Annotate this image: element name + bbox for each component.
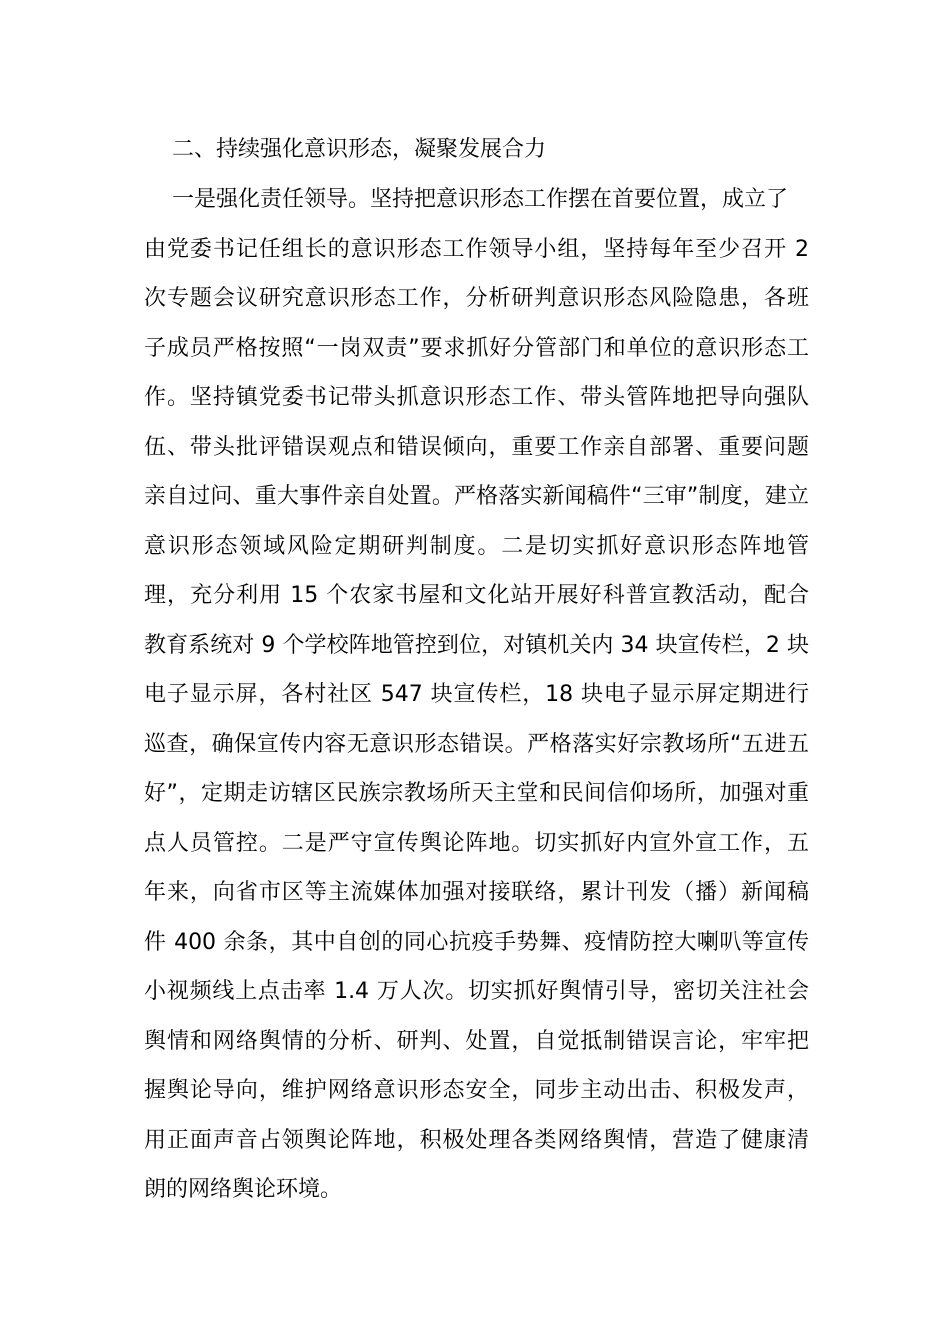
body-paragraph xyxy=(144,182,809,1222)
paragraph-line: 件 400 余条，其中自创的同心抗疫手势舞、疫情防控大喇叭等宣传 xyxy=(144,929,809,955)
paragraph-line: 年来，向省市区等主流媒体加强对接联络，累计刊发（播）新闻稿 xyxy=(144,880,809,905)
paragraph-line: 握舆论导向，维护网络意识形态安全，同步主动出击、积极发声， xyxy=(144,1078,809,1103)
paragraph-line: 理，充分利用 15 个农家书屋和文化站开展好科普宣教活动，配合 xyxy=(144,583,809,608)
paragraph-line: 由党委书记任组长的意识形态工作领导小组，坚持每年至少召开 2 xyxy=(144,236,809,262)
paragraph-line: 次专题会议研究意识形态工作，分析研判意识形态风险隐患，各班 xyxy=(144,286,809,311)
paragraph-line: 朗的网络舆论环境。 xyxy=(144,1177,343,1202)
paragraph-line: 电子显示屏，各村社区 547 块宣传栏，18 块电子显示屏定期进行 xyxy=(144,682,809,707)
paragraph-line: 舆情和网络舆情的分析、研判、处置，自觉抵制错误言论，牢牢把 xyxy=(144,1028,809,1054)
section-heading: 二、持续强化意识形态，凝聚发展合力 xyxy=(172,137,547,162)
paragraph-line: 作。坚持镇党委书记带头抓意识形态工作、带头管阵地把导向强队 xyxy=(144,385,809,410)
paragraph-line: 好”，定期走访辖区民族宗教场所天主堂和民间信仰场所，加强对重 xyxy=(144,781,809,806)
paragraph-line: 亲自过问、重大事件亲自处置。严格落实新闻稿件“三审”制度，建立 xyxy=(144,484,809,509)
paragraph-line: 教育系统对 9 个学校阵地管控到位，对镇机关内 34 块宣传栏，2 块 xyxy=(144,632,809,658)
paragraph-line: 子成员严格按照“一岗双责”要求抓好分管部门和单位的意识形态工 xyxy=(144,335,809,361)
paragraph-line: 点人员管控。二是严守宣传舆论阵地。切实抓好内宣外宣工作，五 xyxy=(144,830,809,856)
paragraph-line: 用正面声音占领舆论阵地，积极处理各类网络舆情，营造了健康清 xyxy=(144,1127,809,1153)
paragraph-line: 小视频线上点击率 1.4 万人次。切实抓好舆情引导，密切关注社会 xyxy=(144,979,809,1004)
paragraph-line: 一是强化责任领导。坚持把意识形态工作摆在首要位置，成立了 xyxy=(172,187,789,212)
paragraph-line: 伍、带头批评错误观点和错误倾向，重要工作亲自部署、重要问题 xyxy=(144,434,809,460)
paragraph-line: 巡查，确保宣传内容无意识形态错误。严格落实好宗教场所“五进五 xyxy=(144,731,809,757)
paragraph-line: 意识形态领域风险定期研判制度。二是切实抓好意识形态阵地管 xyxy=(144,533,809,559)
